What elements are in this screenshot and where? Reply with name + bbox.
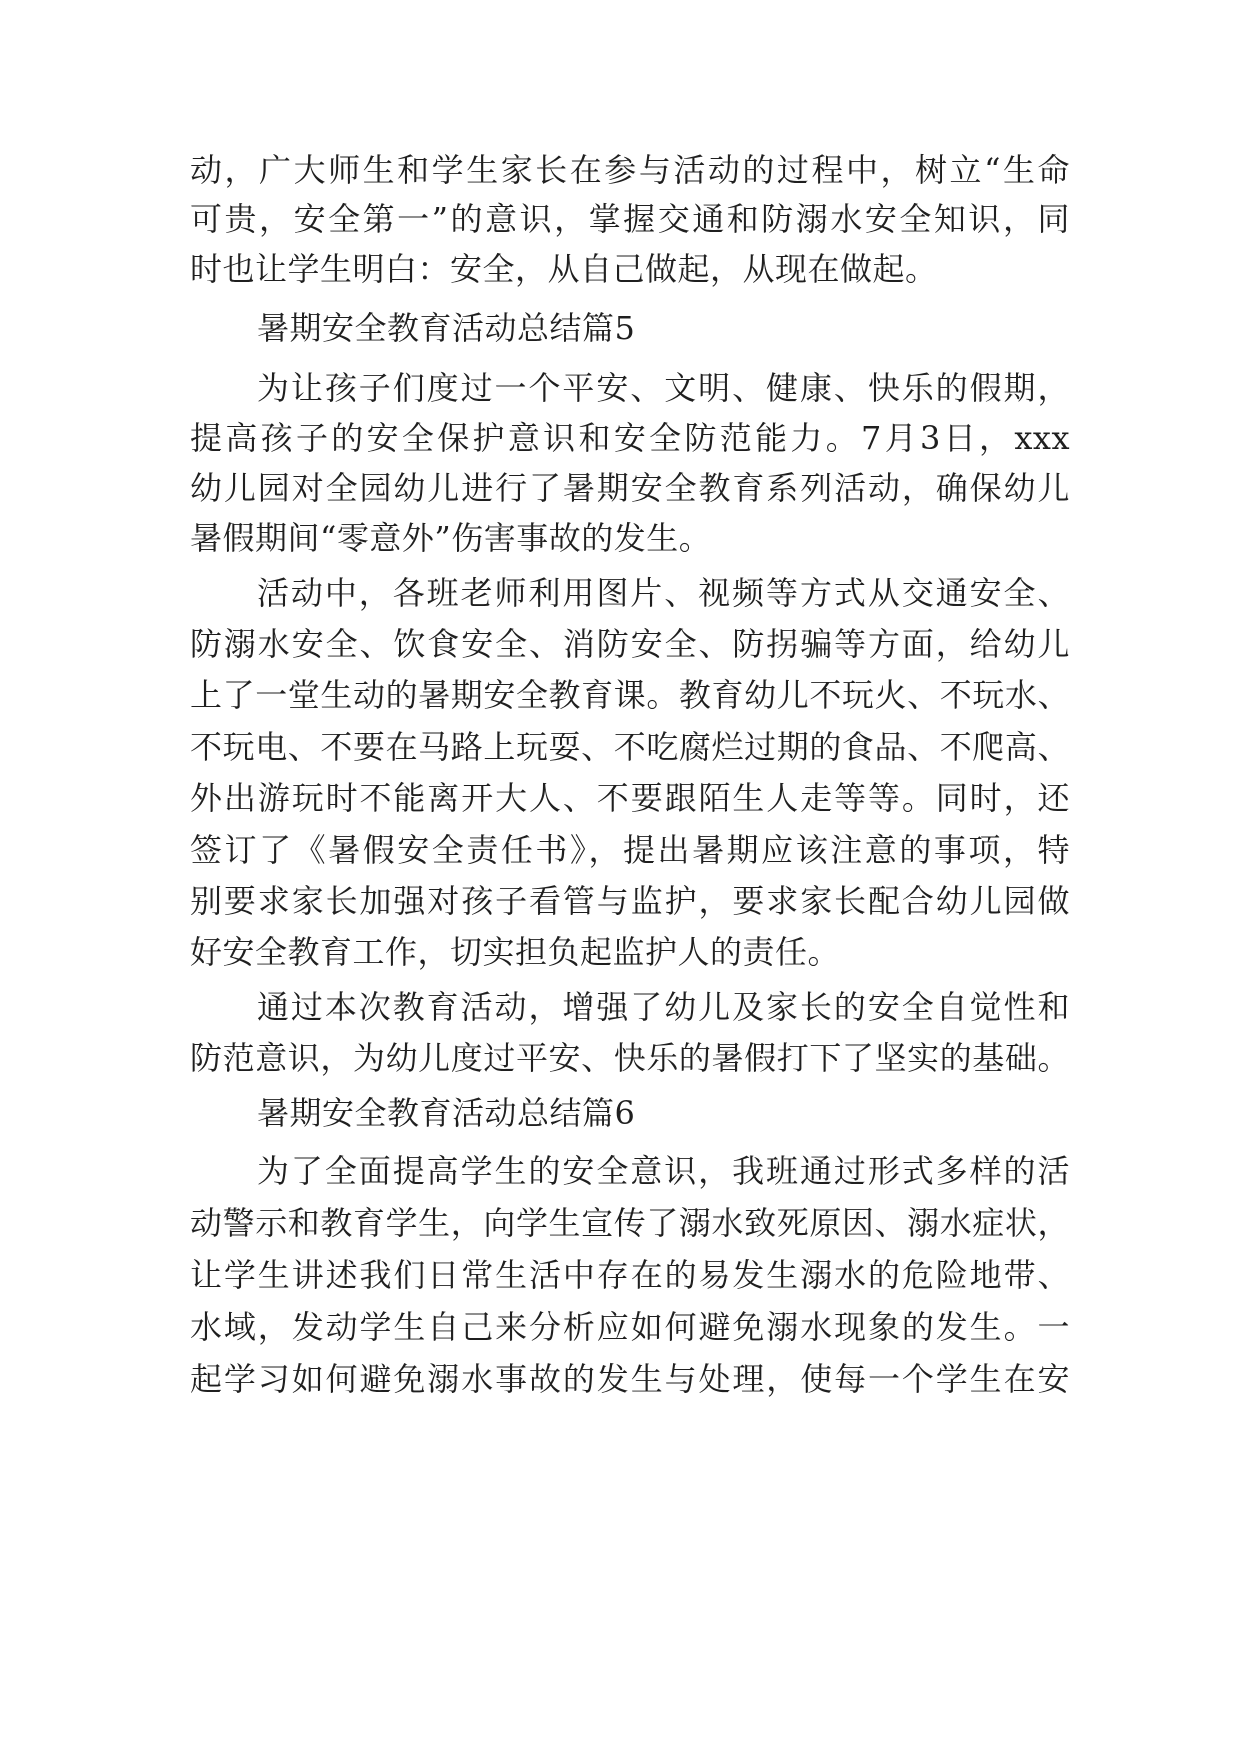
text-line: 提高孩子的安全保护意识和安全防范能力。7月3日，xxx <box>190 419 1070 457</box>
text-line: 幼儿园对全园幼儿进行了暑期安全教育系列活动，确保幼儿 <box>190 469 1070 507</box>
text-line: 为了全面提高学生的安全意识，我班通过形式多样的活 <box>257 1152 1070 1190</box>
text-line: 为让孩子们度过一个平安、文明、健康、快乐的假期， <box>257 369 1070 407</box>
text-line: 不玩电、不要在马路上玩耍、不吃腐烂过期的食品、不爬高、 <box>190 728 1070 766</box>
text-line: 防溺水安全、饮食安全、消防安全、防拐骗等方面，给幼儿 <box>190 625 1070 663</box>
text-line: 动警示和教育学生，向学生宣传了溺水致死原因、溺水症状， <box>190 1204 1070 1242</box>
text-line: 外出游玩时不能离开大人、不要跟陌生人走等等。同时，还 <box>190 779 1070 817</box>
section-heading-6: 暑期安全教育活动总结篇6 <box>257 1094 636 1132</box>
text-line: 水域，发动学生自己来分析应如何避免溺水现象的发生。一 <box>190 1308 1070 1346</box>
text-line: 签订了《暑假安全责任书》，提出暑期应该注意的事项，特 <box>190 831 1070 869</box>
text-line: 好安全教育工作，切实担负起监护人的责任。 <box>190 933 841 971</box>
text-line: 活动中，各班老师利用图片、视频等方式从交通安全、 <box>257 574 1070 612</box>
text-line: 让学生讲述我们日常生活中存在的易发生溺水的危险地带、 <box>190 1256 1070 1294</box>
text-line: 暑假期间“零意外”伤害事故的发生。 <box>190 519 712 557</box>
text-line: 别要求家长加强对孩子看管与监护，要求家长配合幼儿园做 <box>190 882 1070 920</box>
text-line: 可贵，安全第一”的意识，掌握交通和防溺水安全知识，同 <box>190 200 1070 238</box>
text-line: 起学习如何避免溺水事故的发生与处理，使每一个学生在安 <box>190 1360 1070 1398</box>
text-line: 上了一堂生动的暑期安全教育课。教育幼儿不玩火、不玩水、 <box>190 676 1070 714</box>
section-heading-5: 暑期安全教育活动总结篇5 <box>257 309 636 347</box>
text-line: 时也让学生明白：安全，从自己做起，从现在做起。 <box>190 250 938 288</box>
text-line: 动，广大师生和学生家长在参与活动的过程中，树立“生命 <box>190 151 1070 189</box>
text-line: 通过本次教育活动，增强了幼儿及家长的安全自觉性和 <box>257 988 1070 1026</box>
text-line: 防范意识，为幼儿度过平安、快乐的暑假打下了坚实的基础。 <box>190 1039 1070 1077</box>
